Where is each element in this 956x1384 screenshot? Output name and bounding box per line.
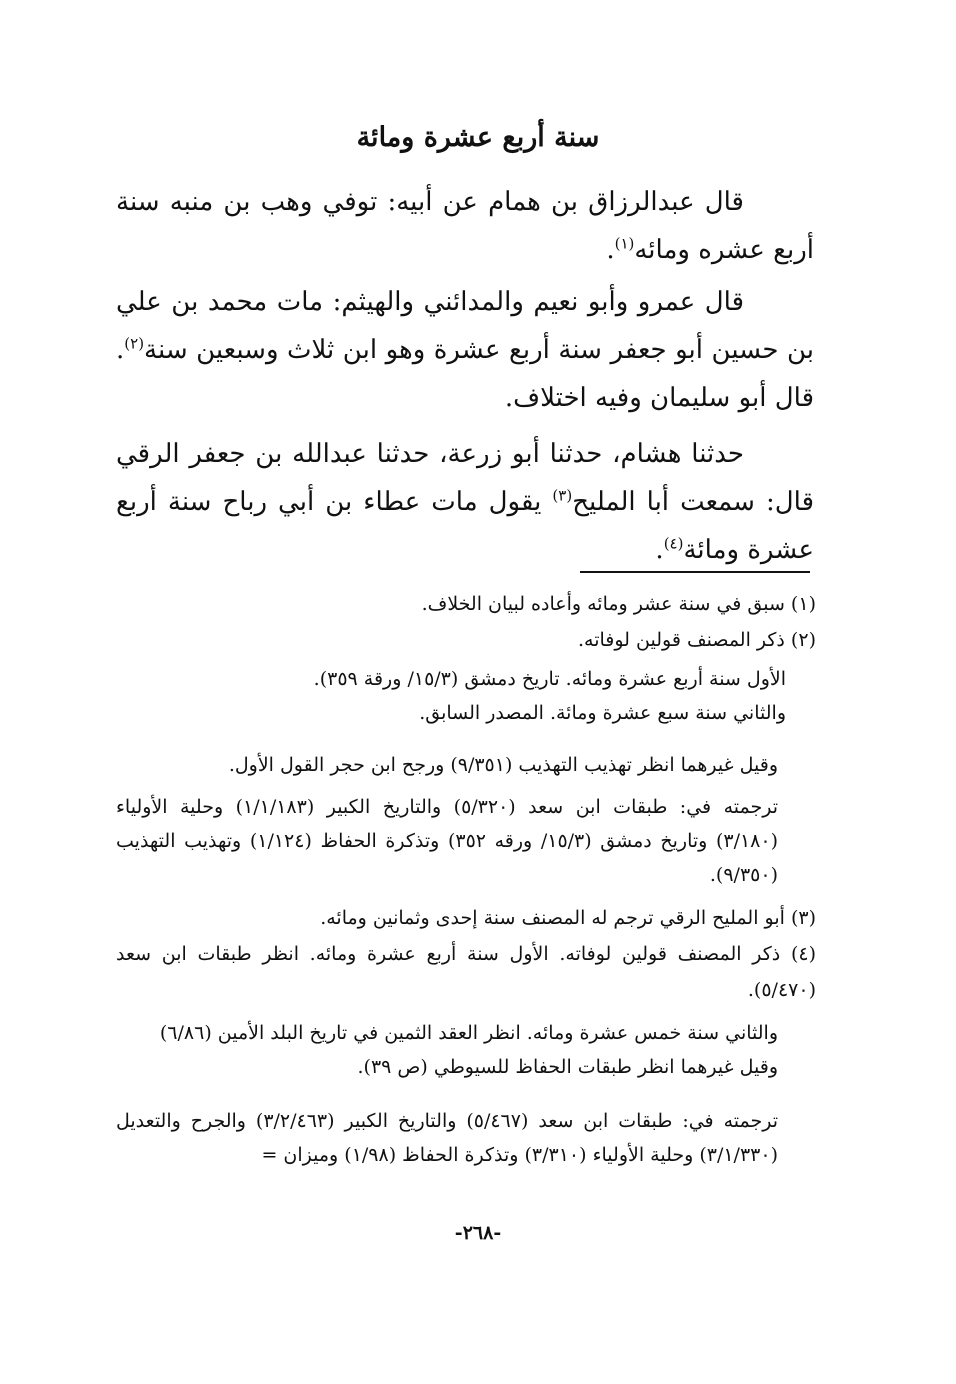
footnote-4-details [116, 1016, 778, 1084]
footnote-2-more [116, 748, 778, 782]
footnote-2-line-1: الأول سنة أربع عشرة ومائه. تاريخ دمشق (١٥/٣/ ورقة ٣٥٩). [313, 668, 786, 690]
paragraph-3-text-2: يقول مات عطاء بن أبي رباح سنة أربع عشرة ومائة [116, 487, 814, 565]
footnote-separator [580, 571, 810, 573]
paragraph-1-end: . [606, 235, 615, 265]
paragraph-3-end: . [655, 535, 664, 565]
footnote-4-line-2: وقيل غيرهما انظر طبقات الحفاظ للسيوطي (ص ٣٩). [357, 1056, 778, 1078]
paragraph-2 [116, 278, 814, 422]
footnote-ref-3: (٣) [552, 486, 573, 505]
footnote-ref-1: (١) [614, 234, 635, 253]
footnote-ref-2: (٢) [124, 334, 145, 353]
footnote-4-line-3: ترجمته في: طبقات ابن سعد (٥/٤٦٧) والتاريخ الكبير (٣/٢/٤٦٣) والجرح والتعديل (٣/١/٣٣٠) وحلية الأولياء (٣/٣١٠) وتذكرة الحفاظ (١/٩٨) وميزان = [116, 1110, 778, 1166]
footnote-1: (١) سبق في سنة عشر ومائه وأعاده لبيان الخلاف. [421, 593, 816, 615]
footnote-2-line-4: ترجمته في: طبقات ابن سعد (٥/٣٢٠) والتاريخ الكبير (١/١/١٨٣) وحلية الأولياء (٣/١٨٠) وتاريخ دمشق (١٥/٣/ ورقه ٣٥٢) وتذكرة الحفاظ (١/١٢٤) وتهذيب التهذيب (٩/٣٥٠). [116, 796, 779, 886]
footnote-2-line-2: والثاني سنة سبع عشرة ومائة. المصدر السابق. [419, 702, 786, 724]
paragraph-1-text: قال عبدالرزاق بن همام عن أبيه: توفي وهب بن منبه سنة أربع عشره ومائه [116, 187, 814, 265]
footnote-2-details [116, 662, 816, 730]
footnotes-block-1 [116, 586, 816, 658]
footnote-2: (٢) ذكر المصنف قولين لوفاته. [577, 629, 816, 651]
paragraph-3-text: حدثنا هشام، حدثنا أبو زرعة، حدثنا عبدالله بن جعفر الرقي قال: سمعت أبا المليح [116, 439, 815, 517]
paragraph-1 [116, 178, 814, 274]
page-number: -٢٦٨- [454, 1222, 502, 1244]
paragraph-2-end: . قال أبو سليمان وفيه اختلاف. [116, 335, 814, 413]
footnote-2-bio [116, 790, 778, 892]
footnote-3: (٣) أبو المليح الرقي ترجم له المصنف سنة إحدى وثمانين ومائه. [320, 907, 816, 929]
section-title: سنة أربع عشرة ومائة [356, 122, 600, 153]
footnote-4: (٤) ذكر المصنف قولين لوفاته. الأول سنة أربع عشرة ومائه. انظر طبقات ابن سعد (٥/٤٧٠). [116, 943, 816, 1001]
footnote-ref-4: (٤) [663, 534, 684, 553]
paragraph-2-text: قال عمرو وأبو نعيم والمدائني والهيثم: مات محمد بن علي بن حسين أبو جعفر سنة أربع عشرة وهو ابن ثلاث وسبعين سنة [116, 287, 814, 365]
footnote-2-line-3: وقيل غيرهما انظر تهذيب التهذيب (٩/٣٥١) ورجح ابن حجر القول الأول. [228, 754, 778, 776]
footnote-4-line-1: والثاني سنة خمس عشرة ومائه. انظر العقد الثمين في تاريخ البلد الأمين (٦/٨٦) [159, 1022, 778, 1044]
footnote-4-bio [116, 1104, 778, 1172]
footnotes-block-2 [116, 900, 816, 1008]
paragraph-3 [116, 430, 814, 574]
